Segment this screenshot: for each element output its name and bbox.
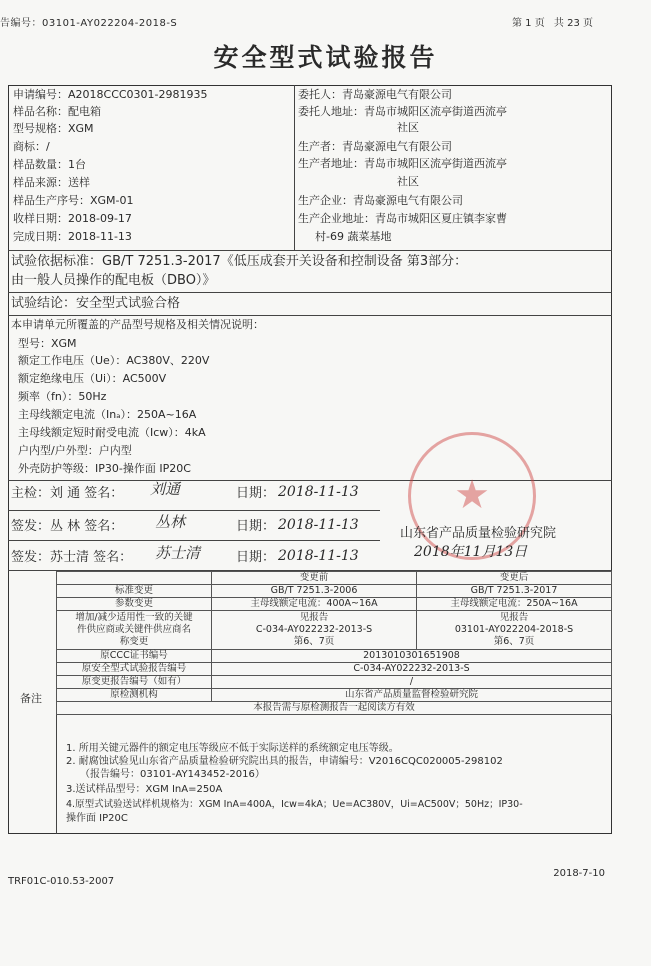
scope-item: 额定工作电压（Ue）：AC380V、220V — [18, 354, 210, 367]
factory: 生产企业：青岛豪源电气有限公司 — [298, 194, 463, 207]
table-cell: 原CCC证书编号 — [57, 650, 212, 663]
table-cell: 主母线额定电流：400A~16A — [212, 598, 417, 611]
scope-item: 频率（fn）：50Hz — [18, 390, 107, 403]
form-code: TRF01C-010.53-2007 — [8, 876, 115, 887]
cell-line: 增加/减少适用性一致的关键 — [75, 612, 193, 623]
table-row — [57, 689, 612, 702]
remark-label: 备注 — [20, 692, 42, 705]
scope-item: 型号：XGM — [18, 337, 77, 350]
cell-line: 见报告 — [499, 612, 529, 623]
table-cell: C-034-AY022232-2013-S — [212, 663, 612, 676]
date-label: 日期： — [236, 519, 276, 534]
approver-date: 2018-11-13 — [278, 548, 359, 564]
scope-item: 主母线额定电流（Inₐ）：250A~16A — [18, 408, 197, 421]
table-cell: 原检测机构 — [57, 689, 212, 702]
table-cell: 标准变更 — [57, 585, 212, 598]
info-divider — [294, 85, 295, 250]
cell-line: 见报告 — [299, 612, 329, 623]
note: 操作面 IP20C — [66, 813, 128, 824]
form-date: 2018-7-10 — [553, 868, 605, 879]
inspector-date: 2018-11-13 — [278, 484, 359, 500]
producer-address-cont: 社区 — [397, 175, 419, 188]
client-address: 委托人地址：青岛市城阳区流亭街道西流亭 — [298, 105, 507, 118]
cell-line: 03101-AY022204-2018-S — [454, 624, 574, 635]
date-label: 日期： — [236, 486, 276, 501]
scope-item: 户内型/户外型：户内型 — [18, 444, 132, 457]
info-left-row: 商标：/ — [13, 140, 50, 153]
scope-item: 额定绝缘电压（Ui）：AC500V — [18, 372, 167, 385]
institute-date: 2018年11月13日 — [414, 544, 528, 560]
table-footer-row: 本报告需与原检测报告一起阅读方有效 — [57, 702, 612, 715]
conclusion: 试验结论：安全型式试验合格 — [11, 296, 181, 311]
approver-label: 签发：苏士清 签名： — [11, 550, 133, 565]
scope-item: 外壳防护等级：IP30-操作面 IP20C — [18, 462, 191, 475]
table-header-before: 变更前 — [212, 572, 417, 585]
cell-line: 称变更 — [119, 636, 149, 647]
page-total: 共 23 页 — [553, 18, 593, 29]
table-cell: GB/T 7251.3-2006 — [212, 585, 417, 598]
table-row — [57, 598, 612, 611]
table-cell: 参数变更 — [57, 598, 212, 611]
change-table — [56, 571, 612, 715]
note: 1. 所用关键元器件的额定电压等级应不低于实际送样的系统额定电压等级。 — [66, 743, 399, 754]
table-cell: GB/T 7251.3-2017 — [417, 585, 612, 598]
info-left-row: 样品生产序号：XGM-01 — [13, 194, 134, 207]
divider — [8, 510, 380, 511]
info-left-row: 型号规格：XGM — [13, 122, 94, 135]
table-row — [57, 585, 612, 598]
info-left-row: 样品来源：送样 — [13, 176, 90, 189]
inspector-signature: 刘通 — [150, 480, 181, 498]
institute-name: 山东省产品质量检验研究院 — [400, 526, 557, 541]
divider — [8, 292, 612, 293]
table-row — [57, 572, 612, 585]
report-number: 告编号：03101-AY022204-2018-S — [0, 18, 178, 29]
approver-signature: 苏士清 — [155, 544, 201, 562]
standard-line-2: 由一般人员操作的配电板（DBO）》 — [11, 273, 216, 288]
info-left-row: 完成日期：2018-11-13 — [13, 230, 132, 243]
divider — [8, 250, 612, 251]
table-cell — [57, 572, 212, 585]
inspector-label: 主检：刘 通 签名： — [11, 486, 124, 501]
cell-line: 第6、7页 — [293, 636, 335, 647]
client: 委托人：青岛豪源电气有限公司 — [298, 88, 452, 101]
table-header-after: 变更后 — [417, 572, 612, 585]
star-icon: ★ — [454, 472, 490, 518]
table-row — [57, 676, 612, 689]
client-address-cont: 社区 — [397, 121, 419, 134]
divider — [8, 540, 380, 541]
issuer-date: 2018-11-13 — [278, 517, 359, 533]
divider — [8, 315, 612, 316]
table-row — [57, 702, 612, 715]
note: （报告编号：03101-AY143452-2016） — [80, 769, 265, 780]
producer: 生产者：青岛豪源电气有限公司 — [298, 140, 452, 153]
scope-item: 主母线额定短时耐受电流（Icw）：4kA — [18, 426, 206, 439]
info-left-row: 收样日期：2018-09-17 — [13, 212, 132, 225]
table-cell — [212, 611, 417, 650]
table-row — [57, 650, 612, 663]
page-indicator — [506, 14, 593, 29]
scope-intro: 本申请单元所覆盖的产品型号规格及相关情况说明： — [11, 318, 264, 331]
note: 3.送试样品型号：XGM InA=250A — [66, 784, 223, 795]
info-left-row: 申请编号：A2018CCC0301-2981935 — [13, 88, 208, 101]
cell-line: 件供应商或关键件供应商名 — [76, 624, 191, 635]
table-cell — [417, 611, 612, 650]
table-cell: 原变更报告编号（如有） — [57, 676, 212, 689]
date-label: 日期： — [236, 550, 276, 565]
table-cell: 原安全型式试验报告编号 — [57, 663, 212, 676]
page-title: 安全型式试验报告 — [213, 43, 438, 72]
table-row — [57, 611, 612, 650]
factory-address: 生产企业地址：青岛市城阳区夏庄镇李家曹 — [298, 212, 507, 225]
cell-line: 第6、7页 — [493, 636, 535, 647]
table-cell: 山东省产品质量监督检验研究院 — [212, 689, 612, 702]
table-cell: 主母线额定电流：250A~16A — [417, 598, 612, 611]
issuer-label: 签发：丛 林 签名： — [11, 519, 124, 534]
producer-address: 生产者地址：青岛市城阳区流亭街道西流亭 — [298, 157, 507, 170]
issuer-signature: 丛林 — [155, 513, 186, 531]
table-cell: / — [212, 676, 612, 689]
table-cell: 2013010301651908 — [212, 650, 612, 663]
note: 4.原型式试验送试样机规格为：XGM InA=400A，Icw=4kA；Ue=AC380V，Ui=AC500V；50Hz；IP30- — [66, 799, 523, 810]
note: 2. 耐腐蚀试验见山东省产品质量检验研究院出具的报告，申请编号：V2016CQC020005-298102 — [66, 756, 503, 767]
table-cell — [57, 611, 212, 650]
info-left-row: 样品名称：配电箱 — [13, 105, 101, 118]
factory-address-cont: 村-69 蔬菜基地 — [315, 230, 392, 243]
info-left-row: 样品数量：1台 — [13, 158, 86, 171]
standard-line-1: 试验依据标准：GB/T 7251.3-2017《低压成套开关设备和控制设备 第3部分： — [11, 254, 468, 269]
table-row — [57, 663, 612, 676]
page-current: 第 1 页 — [511, 18, 545, 29]
cell-line: C-034-AY022232-2013-S — [255, 624, 373, 635]
